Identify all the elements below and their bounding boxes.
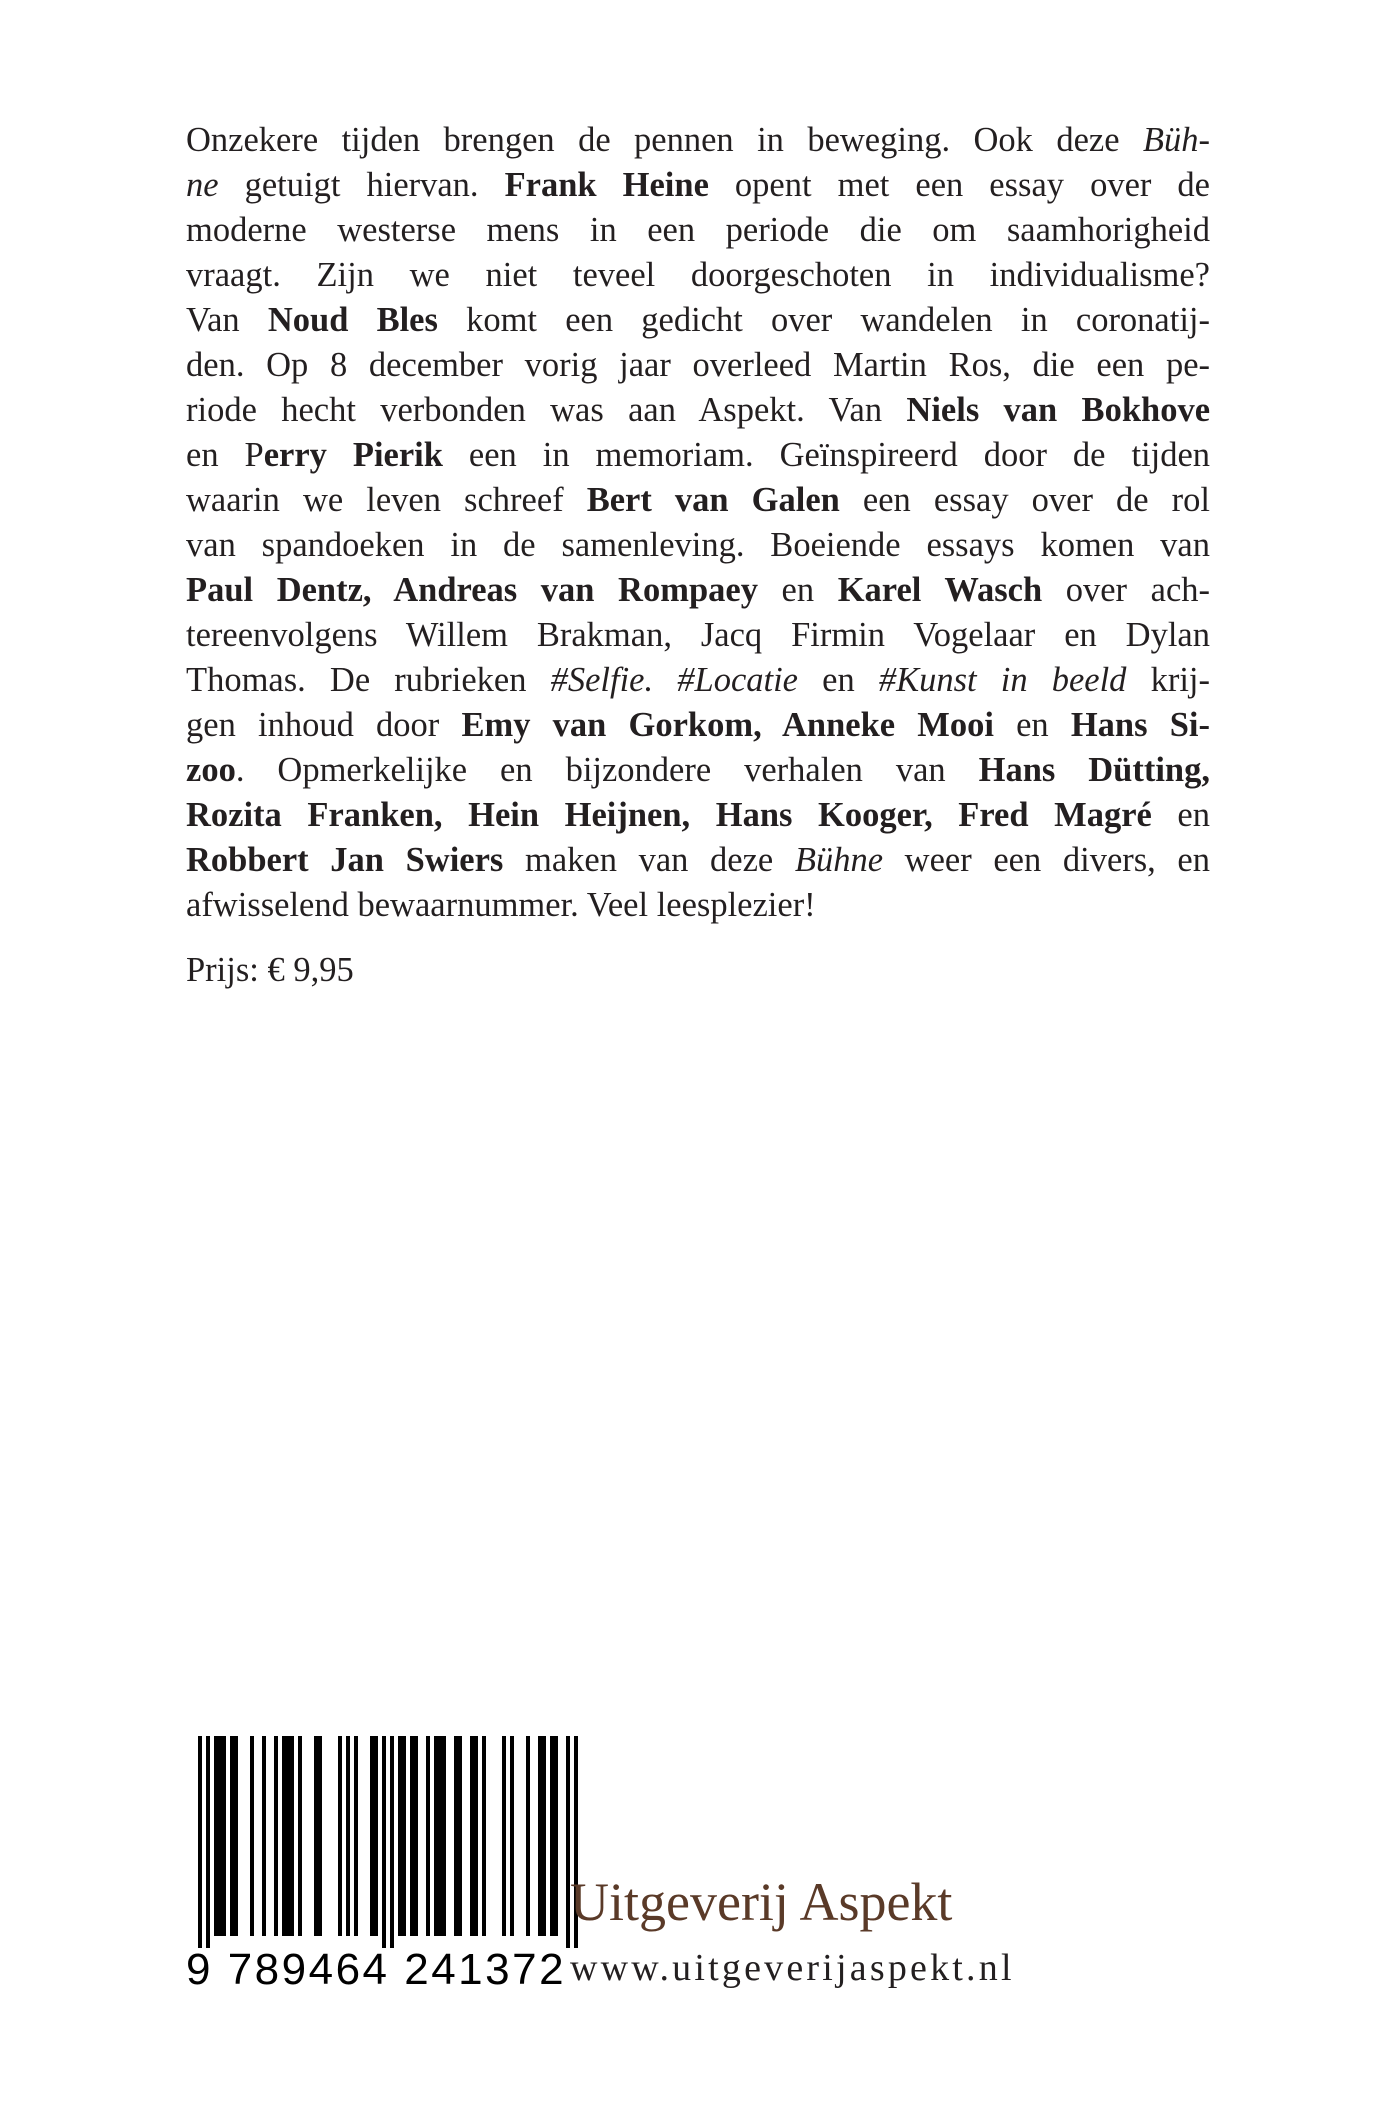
barcode-bar	[314, 1736, 318, 1936]
barcode-bar	[286, 1736, 290, 1936]
barcode-bars	[186, 1736, 586, 1948]
blurb-text: moderne westerse mens in een periode die om saamhorigheid	[186, 211, 1210, 249]
italic-text: ne	[186, 166, 219, 204]
barcode-bar	[234, 1736, 238, 1936]
blurb-text: Thomas. De rubrieken	[186, 661, 551, 699]
blurb-text: komt een gedicht over wandelen in coronatij-	[437, 301, 1210, 339]
blurb-text: en	[1151, 796, 1210, 834]
barcode-bar	[370, 1736, 374, 1936]
barcode-bar	[346, 1736, 350, 1936]
barcode-bar	[198, 1736, 202, 1948]
barcode-bar	[250, 1736, 254, 1936]
barcode-bar	[390, 1736, 394, 1948]
barcode-bar	[434, 1736, 438, 1936]
blurb-text: van spandoeken in de samenleving. Boeiende essays komen van	[186, 526, 1210, 564]
blurb-text	[653, 661, 677, 699]
barcode-bar	[410, 1736, 414, 1936]
blurb-line	[186, 163, 1210, 208]
publisher-name: Uitgeverij Aspekt	[570, 1872, 953, 1932]
barcode-bar	[510, 1736, 514, 1936]
barcode-bar	[214, 1736, 218, 1936]
barcode-bar	[470, 1736, 474, 1936]
barcode-bar	[354, 1736, 358, 1936]
back-cover-blurb	[186, 118, 1210, 928]
barcode-bar	[550, 1736, 554, 1936]
blurb-text: een in memoriam. Geïnspireerd door de tijden	[442, 436, 1211, 474]
blurb-text: opent met een essay over de	[708, 166, 1210, 204]
barcode-bar	[398, 1736, 402, 1936]
italic-text: Büh-	[1142, 121, 1210, 159]
blurb-text: . Opmerkelijke en bijzondere verhalen van	[235, 751, 979, 789]
barcode-bar	[282, 1736, 286, 1936]
italic-text: #Locatie	[677, 661, 798, 699]
blurb-line	[186, 658, 1210, 703]
barcode-bar	[374, 1736, 378, 1936]
blurb-line	[186, 253, 1210, 298]
author-name: Paul Dentz, Andreas van Rompaey	[186, 571, 758, 609]
blurb-text: en P	[186, 436, 264, 474]
blurb-text: riode hecht verbonden was aan Aspekt. Van	[186, 391, 907, 429]
blurb-text: den. Op 8 december vorig jaar overleed Martin Ros, die een pe-	[186, 346, 1210, 384]
barcode-bar	[298, 1736, 302, 1936]
blurb-line	[186, 748, 1210, 793]
barcode-bar	[426, 1736, 430, 1936]
blurb-line	[186, 118, 1210, 163]
blurb-text: waarin we leven schreef	[186, 481, 587, 519]
barcode-bar	[526, 1736, 530, 1936]
author-name: Karel Wasch	[837, 571, 1043, 609]
barcode-bar	[338, 1736, 342, 1936]
blurb-text: gen inhoud door	[186, 706, 462, 744]
barcode-bar	[542, 1736, 546, 1936]
blurb-line	[186, 613, 1210, 658]
blurb-text: vraagt. Zijn we niet teveel doorgeschoten in individualisme?	[186, 256, 1210, 294]
barcode-bar	[262, 1736, 266, 1936]
author-name: Hans Dütting,	[978, 751, 1210, 789]
author-name: Bert van Galen	[586, 481, 840, 519]
barcode-bar	[218, 1736, 222, 1936]
author-name: Robbert Jan Swiers	[186, 841, 504, 879]
barcode-bar	[414, 1736, 418, 1936]
barcode-bar	[222, 1736, 226, 1936]
blurb-line	[186, 478, 1210, 523]
blurb-text: tereenvolgens Willem Brakman, Jacq Firmin Vogelaar en Dylan	[186, 616, 1210, 654]
blurb-line	[186, 568, 1210, 613]
blurb-line	[186, 523, 1210, 568]
author-name: Noud Bles	[267, 301, 438, 339]
barcode-bar	[554, 1736, 558, 1936]
barcode-bar	[230, 1736, 234, 1936]
isbn-number: 9 789464 241372	[186, 1945, 567, 1994]
barcode-bar	[442, 1736, 446, 1936]
blurb-text: een essay over de rol	[839, 481, 1211, 519]
publisher-url[interactable]: www.uitgeverijaspekt.nl	[570, 1947, 1015, 1989]
barcode-bar	[502, 1736, 506, 1936]
author-name: zoo	[186, 751, 236, 789]
barcode-bar	[454, 1736, 458, 1936]
blurb-line	[186, 793, 1210, 838]
barcode-bar	[538, 1736, 542, 1936]
blurb-text: en	[798, 661, 879, 699]
blurb-line	[186, 343, 1210, 388]
author-name: Emy van Gorkom, Anneke Mooi	[461, 706, 994, 744]
barcode-bar	[382, 1736, 386, 1948]
blurb-text: en	[993, 706, 1071, 744]
price-label: Prijs: € 9,95	[186, 951, 354, 989]
blurb-text: afwisselend bewaarnummer. Veel leesplezier!	[186, 886, 816, 924]
blurb-text: Van	[186, 301, 268, 339]
italic-text: #Selfie.	[550, 661, 654, 699]
blurb-line	[186, 883, 1210, 928]
blurb-line	[186, 433, 1210, 478]
barcode-bar	[482, 1736, 486, 1936]
barcode-bar	[290, 1736, 294, 1936]
blurb-text: Onzekere tijden brengen de pennen in beweging. Ook deze	[186, 121, 1143, 159]
blurb-line	[186, 388, 1210, 433]
barcode-bar	[438, 1736, 442, 1936]
isbn-barcode	[186, 1736, 586, 1994]
author-name: Hans Si-	[1070, 706, 1210, 744]
blurb-text: getuigt hiervan.	[218, 166, 505, 204]
author-name: Rozita Franken, Hein Heijnen, Hans Kooger, Fred Magré	[186, 796, 1152, 834]
barcode-bar	[402, 1736, 406, 1936]
blurb-text: en	[757, 571, 838, 609]
barcode-bar	[274, 1736, 278, 1936]
blurb-text: weer een divers, en	[883, 841, 1210, 879]
barcode-bar	[458, 1736, 462, 1936]
blurb-text: maken van deze	[503, 841, 795, 879]
blurb-text: over ach-	[1042, 571, 1210, 609]
barcode-bar	[318, 1736, 322, 1936]
barcode-bar	[474, 1736, 478, 1936]
italic-text: Bühne	[794, 841, 884, 879]
blurb-text: krij-	[1126, 661, 1210, 699]
author-name: Niels van Bokhove	[906, 391, 1211, 429]
blurb-line	[186, 298, 1210, 343]
barcode-bar	[206, 1736, 210, 1948]
author-name: Frank Heine	[504, 166, 709, 204]
italic-text: #Kunst in beeld	[878, 661, 1127, 699]
author-name: erry Pierik	[263, 436, 443, 474]
blurb-line	[186, 208, 1210, 253]
blurb-line	[186, 838, 1210, 883]
blurb-line	[186, 703, 1210, 748]
